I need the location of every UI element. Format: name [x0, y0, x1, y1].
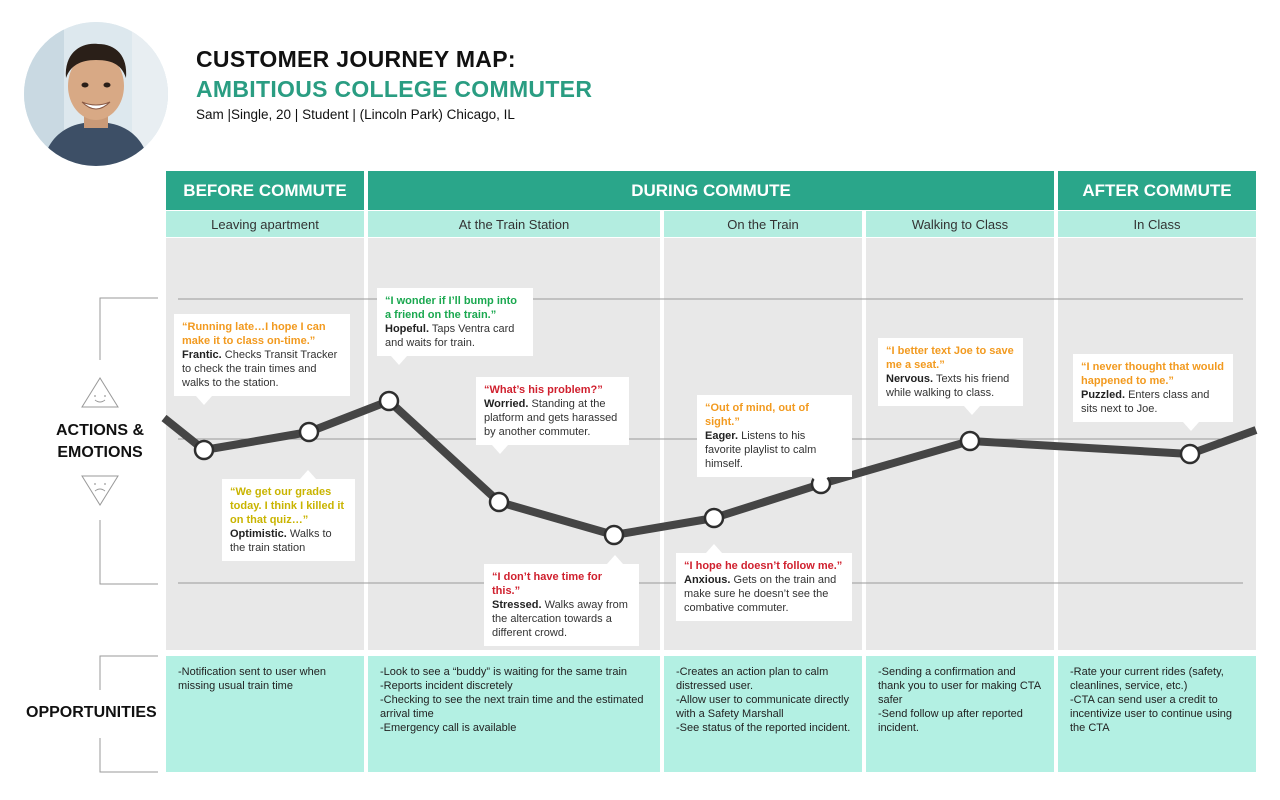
- opportunity-item: -Send follow up after reported incident.: [878, 708, 1023, 734]
- stage-in-class: In Class: [1058, 211, 1256, 237]
- opportunity-item: -Creates an action plan to calm distressed user.: [676, 666, 829, 692]
- bubble-action: Checks Transit Tracker to check the train times and walks to the station.: [182, 349, 338, 389]
- stage-walking-to-class: Walking to Class: [866, 211, 1054, 237]
- bubble-quote: “Running late…I hope I can make it to class on-time.”: [182, 321, 326, 347]
- touchpoint-marker: [195, 441, 213, 459]
- bubble-action: Listens to his favorite playlist to calm himself.: [705, 430, 817, 470]
- emotion-bubble-stressed: [484, 564, 639, 646]
- bubble-emotion: Frantic.: [182, 349, 222, 361]
- opportunities-label: OPPORTUNITIES: [26, 704, 157, 721]
- bubble-action: Enters class and sits next to Joe.: [1081, 389, 1210, 415]
- bubble-emotion: Nervous.: [886, 373, 934, 385]
- opportunity-on-train: [664, 656, 862, 772]
- stage-train-station: At the Train Station: [368, 211, 660, 237]
- opportunity-in-class: [1058, 656, 1256, 772]
- opportunity-item: -Allow user to communicate directly with a Safety Marshall: [676, 694, 850, 720]
- opportunity-item: -CTA can send user a credit to incentivize user to continue using the CTA: [1070, 694, 1233, 734]
- touchpoint-marker: [705, 509, 723, 527]
- bubble-quote: “I hope he doesn’t follow me.”: [684, 560, 843, 572]
- emotion-bubble-nervous: [878, 338, 1023, 406]
- actions-bracket-bottom: [100, 520, 158, 584]
- phase-after-commute: AFTER COMMUTE: [1058, 171, 1256, 210]
- opportunity-walking-to-class: [866, 656, 1054, 772]
- bubble-action: Texts his friend while walking to class.: [886, 373, 1010, 399]
- emotion-bubble-puzzled: [1073, 354, 1233, 422]
- opportunity-item: -Notification sent to user when missing usual train time: [178, 666, 326, 692]
- emotion-bubble-hopeful: [377, 288, 533, 356]
- bubble-quote: “We get our grades today. I think I killed it on that quiz…”: [230, 486, 345, 526]
- bubble-action: Taps Ventra card and waits for train.: [385, 323, 515, 349]
- opportunity-item: -Reports incident discretely: [380, 680, 513, 692]
- bubble-action: Walks to the train station: [230, 528, 332, 554]
- opportunity-item: -Rate your current rides (safety, cleanlines, service, etc.): [1070, 666, 1224, 692]
- touchpoint-marker: [961, 432, 979, 450]
- opportunity-train-station: [368, 656, 660, 772]
- positive-triangle-icon: [82, 378, 118, 407]
- emotion-bubble-optimistic: [222, 479, 355, 561]
- actions-label-line1: ACTIONS &: [56, 422, 144, 439]
- bubble-quote: “What’s his problem?”: [484, 384, 603, 396]
- opportunity-item: -See status of the reported incident.: [676, 722, 851, 734]
- actions-emotions-label: [48, 420, 152, 464]
- bubble-action: Standing at the platform and gets harassed by another commuter.: [484, 398, 618, 438]
- touchpoint-marker: [1181, 445, 1199, 463]
- emotion-bubble-frantic: [174, 314, 350, 396]
- bubble-quote: “Out of mind, out of sight.”: [705, 402, 809, 428]
- bubble-quote: “I don’t have time for this.”: [492, 571, 603, 597]
- touchpoint-marker: [380, 392, 398, 410]
- bubble-action: Gets on the train and make sure he doesn’t see the combative commuter.: [684, 574, 837, 614]
- touchpoint-marker: [490, 493, 508, 511]
- bubble-quote: “I better text Joe to save me a seat.”: [886, 345, 1014, 371]
- emotion-bubble-worried: [476, 377, 629, 445]
- opportunity-item: -Checking to see the next train time and the estimated arrival time: [380, 694, 644, 720]
- bubble-emotion: Optimistic.: [230, 528, 287, 540]
- opportunity-item: -Emergency call is available: [380, 722, 517, 734]
- bubble-quote: “I wonder if I’ll bump into a friend on the train.”: [385, 295, 517, 321]
- bubble-emotion: Stressed.: [492, 599, 542, 611]
- persona-title: AMBITIOUS COLLEGE COMMUTER: [196, 76, 593, 102]
- bubble-emotion: Puzzled.: [1081, 389, 1126, 401]
- opportunity-leaving-apartment: [166, 656, 364, 772]
- phase-before-commute: BEFORE COMMUTE: [166, 171, 364, 210]
- persona-details: Sam |Single, 20 | Student | (Lincoln Park) Chicago, IL: [196, 107, 515, 122]
- opportunities-bracket-top: [100, 656, 158, 690]
- bubble-emotion: Hopeful.: [385, 323, 429, 335]
- stage-on-train: On the Train: [664, 211, 862, 237]
- touchpoint-marker: [300, 423, 318, 441]
- opportunities-bracket-bottom: [100, 738, 158, 772]
- touchpoint-marker: [605, 526, 623, 544]
- bubble-emotion: Eager.: [705, 430, 739, 442]
- actions-label-line2: EMOTIONS: [57, 444, 143, 461]
- phase-during-commute: DURING COMMUTE: [368, 171, 1054, 210]
- emotion-bubble-eager: [697, 395, 852, 477]
- actions-bracket-top: [100, 298, 158, 360]
- stage-leaving-apartment: Leaving apartment: [166, 211, 364, 237]
- opportunity-item: -Sending a confirmation and thank you to user for making CTA safer: [878, 666, 1041, 706]
- bubble-emotion: Anxious.: [684, 574, 731, 586]
- negative-triangle-icon: [82, 476, 118, 505]
- emotion-bubble-anxious: [676, 553, 852, 621]
- bubble-action: Walks away from the altercation towards a different crowd.: [492, 599, 628, 639]
- bubble-emotion: Worried.: [484, 398, 529, 410]
- page-title: CUSTOMER JOURNEY MAP:: [196, 46, 516, 72]
- opportunity-item: -Look to see a “buddy” is waiting for the same train: [380, 666, 628, 678]
- bubble-quote: “I never thought that would happened to me.”: [1081, 361, 1224, 387]
